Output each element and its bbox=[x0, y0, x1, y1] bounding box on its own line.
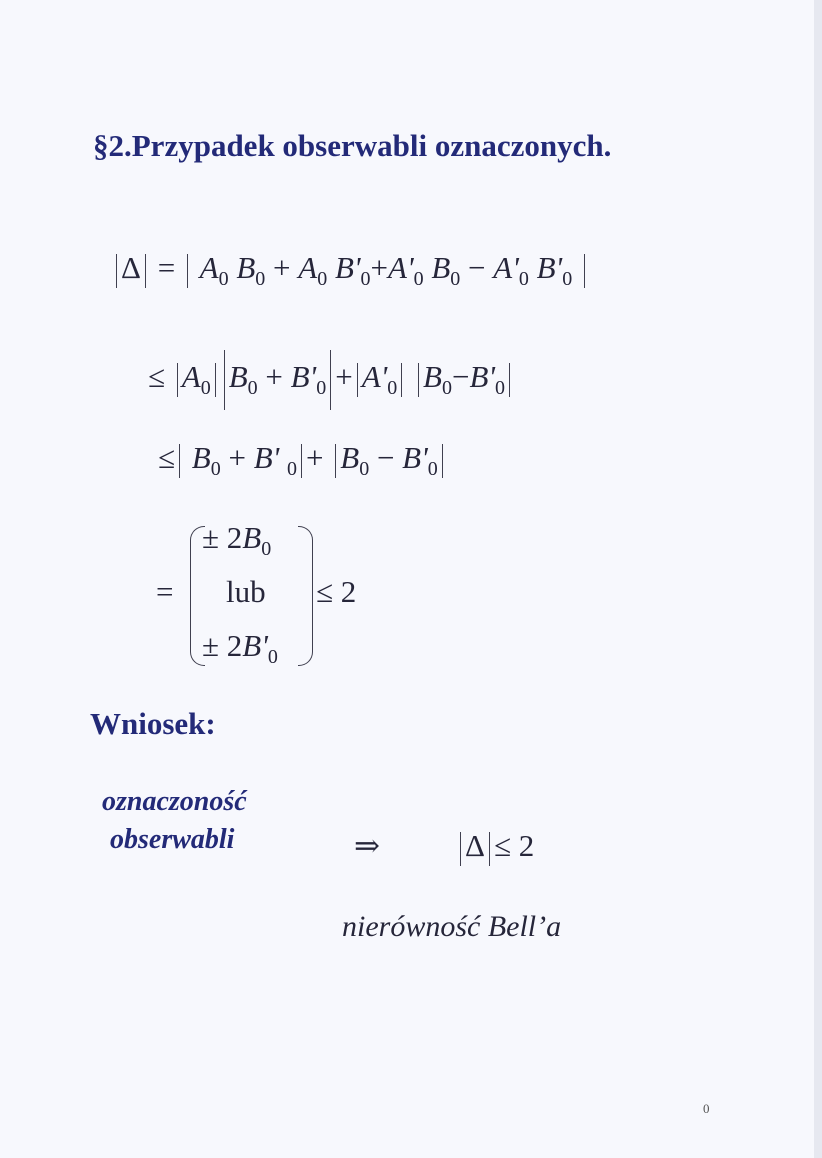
case-1: ± $2B_0$ bbox=[202, 520, 272, 561]
section-heading: §2.Przypadek obserwabli oznaczonych. bbox=[93, 128, 612, 163]
equals-sign: = bbox=[157, 250, 176, 285]
plus-sign: + bbox=[335, 359, 353, 395]
abs-bar bbox=[145, 254, 146, 288]
scan-edge bbox=[814, 0, 822, 1158]
right-brace bbox=[298, 526, 313, 666]
abs-bar bbox=[116, 254, 117, 288]
abs-bar bbox=[584, 254, 585, 288]
leq-sign: ≤ bbox=[148, 359, 166, 395]
equation-line-3: ≤ $B_0 + B'$ $_0 + B_0 - B'_0$ bbox=[158, 440, 447, 481]
equation-line-2: ≤ $A_0$ $B_0 + B'_0 + A'_0$ $B_0-B'_0$ bbox=[148, 350, 514, 410]
case-3: ± $2B'_0$ bbox=[202, 628, 278, 669]
implies-arrow: ⇒ bbox=[354, 828, 380, 863]
inequality-name: nierówność Bell’a bbox=[342, 910, 562, 943]
abs-bar bbox=[187, 254, 188, 288]
equation-line-4-eq: = bbox=[156, 574, 174, 609]
equation-line-1: $\Delta = A_0$ $B_0 + A_0$ $B'_0+A'_0$ $B_0 - A'_0$ $B'_0$ bbox=[112, 250, 589, 291]
case-2: lub bbox=[226, 574, 266, 609]
delta-symbol: Δ bbox=[121, 250, 141, 285]
conclusion-line-2: obserwabli bbox=[110, 824, 235, 855]
result-inequality: Δ ≤ 2 bbox=[456, 828, 534, 866]
page-number: 0 bbox=[703, 1101, 710, 1116]
minus-sign: − bbox=[451, 359, 470, 395]
conclusion-line-1: oznaczoność bbox=[102, 786, 247, 817]
conclusion-title: Wniosek: bbox=[90, 706, 216, 741]
bound: ≤ 2 bbox=[316, 574, 357, 609]
leq-sign: ≤ bbox=[158, 440, 176, 475]
